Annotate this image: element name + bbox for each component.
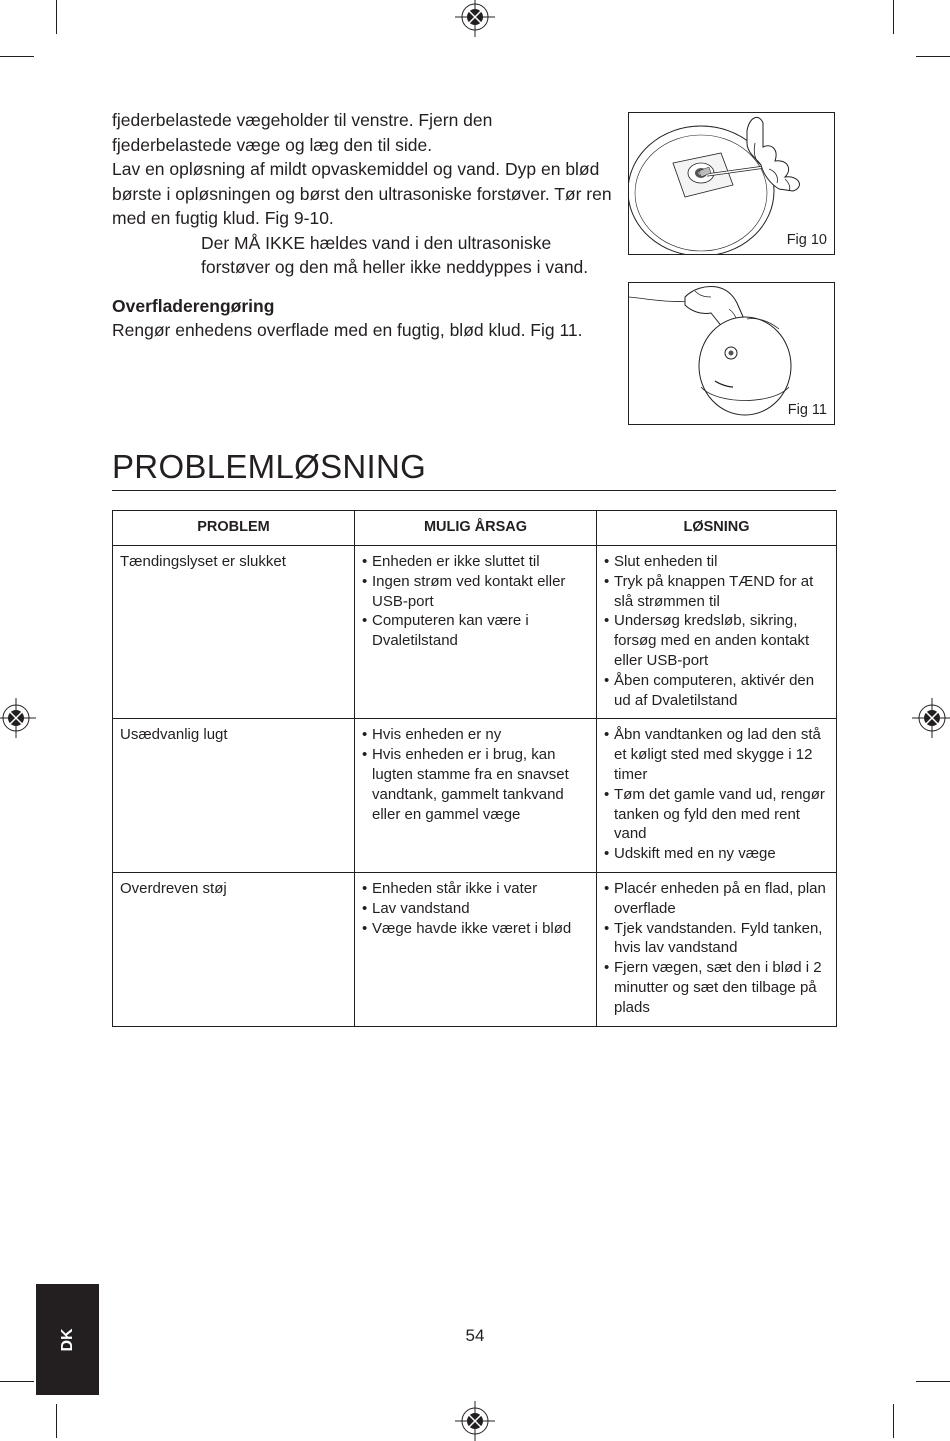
paragraph-wick-holder: fjederbelastede vægeholder til venstre. Fjern den fjederbelastede væge og læg den til side. [112,110,493,155]
list-item: • Ingen strøm ved kontakt eller USB-port [362,572,590,612]
list-item: • Enheden står ikke i vater [362,879,590,899]
list-item: • Tjek vandstanden. Fyld tanken, hvis lav vandstand [604,919,830,959]
column-header-problem: PROBLEM [113,511,355,546]
cause-list [362,725,590,824]
paragraph-warning: Der MÅ IKKE hældes vand i den ultrasoniske forstøver og den må heller ikke neddyppes i vand. [201,232,589,277]
problem-cell: Usædvanlig lugt [113,719,355,873]
table-row [113,719,837,873]
solution-cell [597,872,837,1026]
cause-cell [355,872,597,1026]
crop-mark [0,56,34,57]
solution-list [604,725,830,864]
table-row [113,872,837,1026]
column-header-solution: LØSNING [597,511,837,546]
crop-mark [0,1381,34,1382]
language-tab-label: DK [58,1327,76,1352]
surface-cleaning-heading: Overfladerengøring [112,295,275,316]
column-header-cause: MULIG ÅRSAG [355,511,597,546]
list-item: • Hvis enheden er ny [362,725,590,745]
figure-11 [628,282,835,425]
cause-cell [355,719,597,873]
paragraph-clean-atomizer: Lav en opløsning af mildt opvaskemiddel og vand. Dyp en blød børste i opløsningen og børst den ultrasoniske forstøver. Tør ren med en fugtig klud. Fig 9-10. [112,159,612,228]
crop-mark [893,0,894,34]
table-header-row [113,511,837,546]
page-number: 54 [465,1326,485,1345]
cause-cell [355,546,597,719]
problem-cell: Overdreven støj [113,872,355,1026]
registration-mark-icon [455,1401,495,1441]
registration-mark-icon [912,698,950,738]
cause-list [362,879,590,938]
list-item: • Hvis enheden er i brug, kan lugten stamme fra en snavset vandtank, gammelt tankvand eller en gammel væge [362,745,590,824]
list-item: • Udskift med en ny væge [604,844,830,864]
crop-mark [56,0,57,34]
list-item: • Undersøg kredsløb, sikring, forsøg med en anden kontakt eller USB-port [604,611,830,670]
registration-mark-icon [455,0,495,37]
solution-cell [597,546,837,719]
surface-cleaning-text: Rengør enhedens overflade med en fugtig, blød klud. Fig 11. [112,320,583,340]
figure-10 [628,112,835,255]
table-row [113,546,837,719]
problem-cell: Tændingslyset er slukket [113,546,355,719]
cause-list [362,552,590,651]
solution-list [604,879,830,1018]
list-item: • Åben computeren, aktivér den ud af Dvaletilstand [604,671,830,711]
list-item: • Enheden er ikke sluttet til [362,552,590,572]
troubleshooting-table [112,510,837,1027]
list-item: • Slut enheden til [604,552,830,572]
list-item: • Åbn vandtanken og lad den stå et køligt sted med skygge i 12 timer [604,725,830,784]
crop-mark [916,1381,950,1382]
crop-mark [893,1404,894,1438]
list-item: • Lav vandstand [362,899,590,919]
section-title: PROBLEMLØSNING [112,446,836,491]
solution-cell [597,719,837,873]
crop-mark [56,1404,57,1438]
figure-label: Fig 11 [787,402,827,418]
list-item: • Tryk på knappen TÆND for at slå strømmen til [604,572,830,612]
list-item: • Væge havde ikke været i blød [362,919,590,939]
solution-list [604,552,830,710]
registration-mark-icon [0,698,36,738]
figure-label: Fig 10 [786,232,827,248]
list-item: • Fjern vægen, sæt den i blød i 2 minutter og sæt den tilbage på plads [604,958,830,1017]
crop-mark [916,56,950,57]
list-item: • Computeren kan være i Dvaletilstand [362,611,590,651]
list-item: • Tøm det gamle vand ud, rengør tanken og fyld den med rent vand [604,785,830,844]
list-item: • Placér enheden på en flad, plan overflade [604,879,830,919]
cleaning-instructions [112,108,612,343]
